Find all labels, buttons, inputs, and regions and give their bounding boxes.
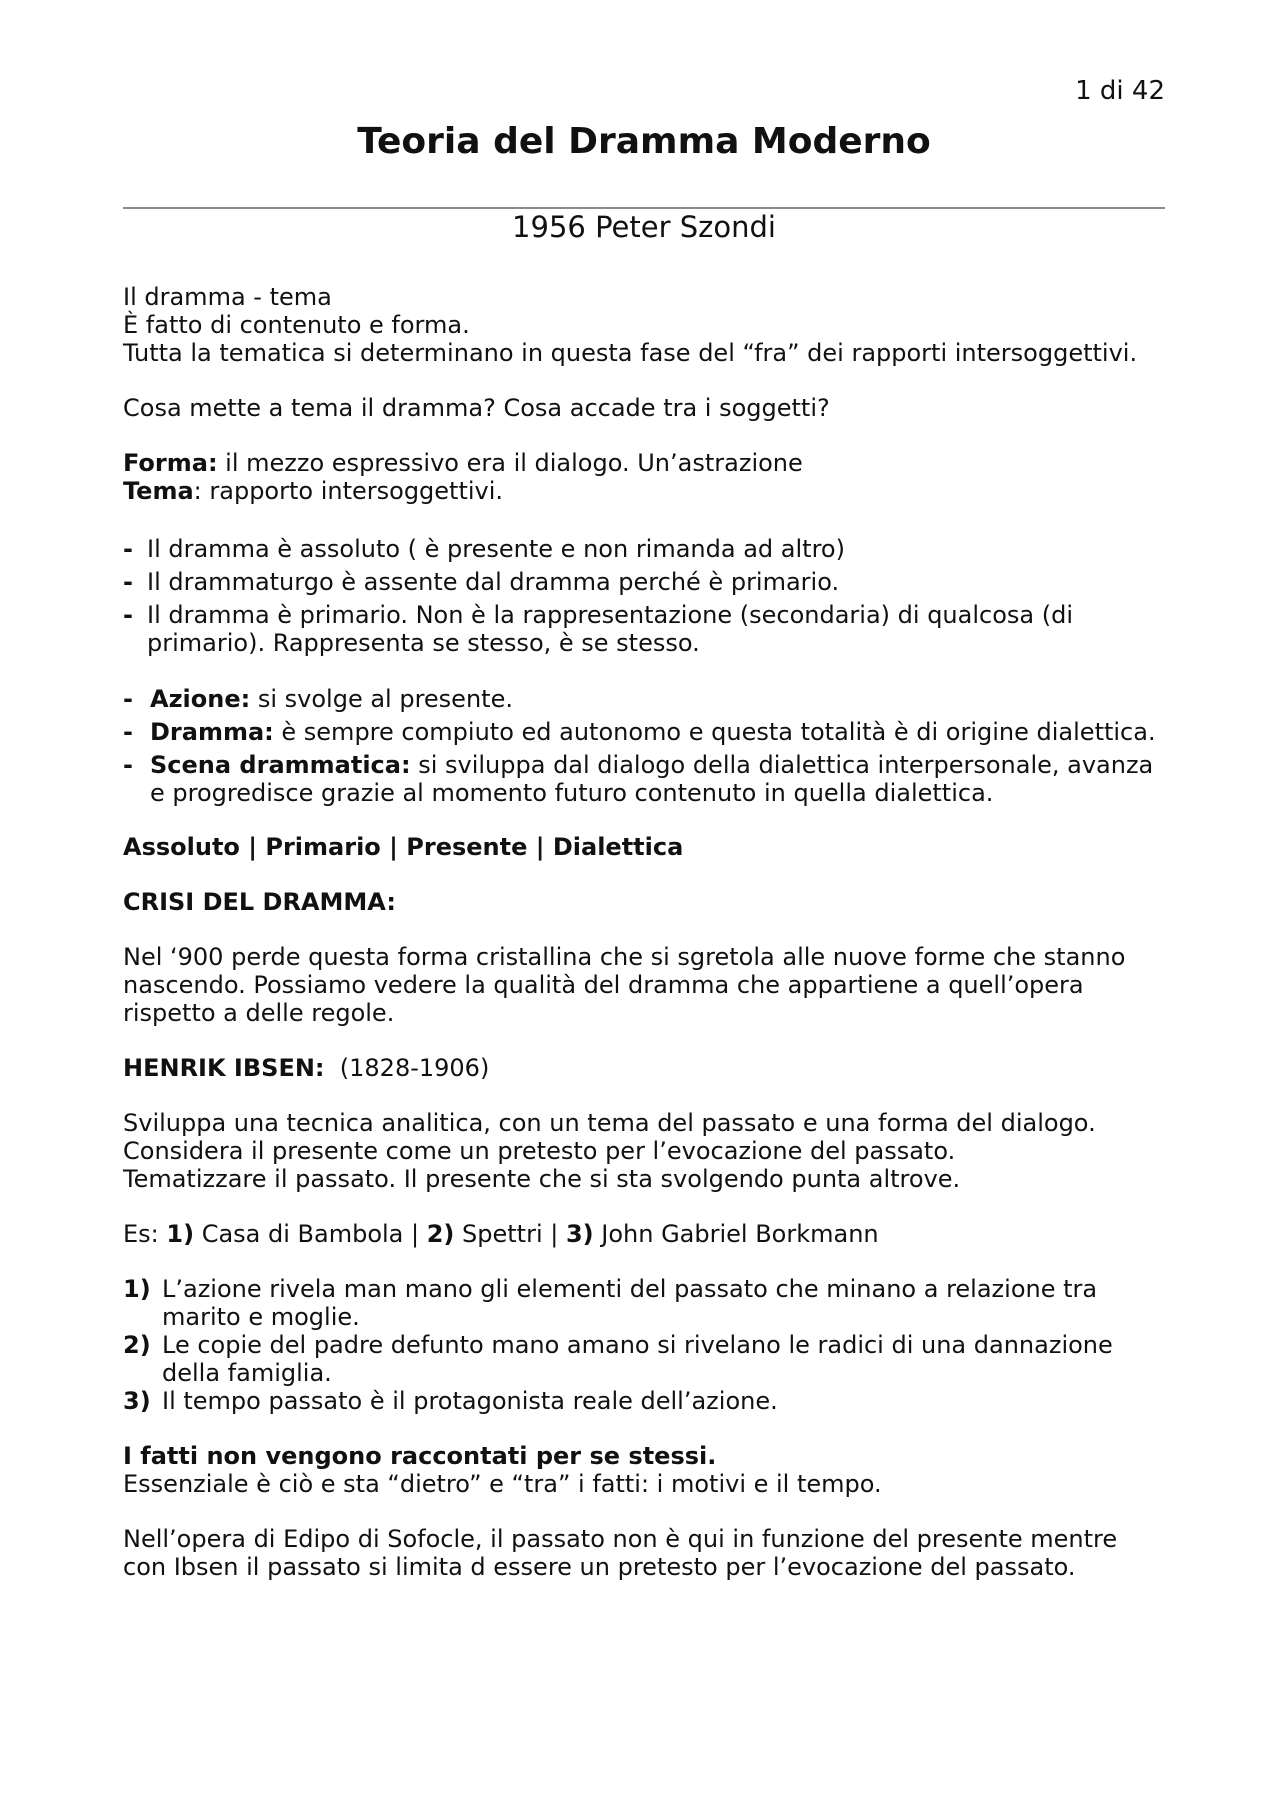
list-item: 1) L’azione rivela man mano gli elementi del passato che minano a relazione tra marito e moglie. [123, 1275, 1098, 1331]
feature-text: si sviluppa dal dialogo della dialettica interpersonale, avanza e progredisce grazie al momento futuro contenuto in quella dialettica. [150, 751, 1154, 807]
dash-bullet: - [123, 535, 133, 563]
list-item [123, 751, 1165, 807]
list-number: 1) [123, 1275, 151, 1303]
definition-text: il mezzo espressivo era il dialogo. Un’astrazione [217, 449, 803, 477]
list-item: - Il dramma è primario. Non è la rappresentazione (secondaria) di qualcosa (di primario). Rappresenta se stesso, è se stesso. [123, 601, 1073, 657]
section-heading: HENRIK IBSEN: (1828-1906) [123, 1054, 490, 1082]
list-item: 3) Il tempo passato è il protagonista reale dell’azione. [123, 1387, 778, 1415]
section-heading: CRISI DEL DRAMMA: [123, 888, 396, 916]
page-number: 1 di 42 [1075, 76, 1165, 106]
document-body [123, 283, 1165, 1581]
dash-bullet: - [123, 568, 133, 596]
list-item: 2) Le copie del padre defunto mano amano si rivelano le radici di una dannazione della famiglia. [123, 1331, 1113, 1387]
list-item [123, 685, 1165, 713]
list-item [123, 718, 1165, 746]
feature-text: si svolge al presente. [250, 685, 513, 713]
ibsen-dates: (1828-1906) [324, 1054, 490, 1082]
dash-bullet: - [123, 751, 133, 779]
list-number: 2) [123, 1331, 151, 1359]
definition-label: Tema [123, 477, 194, 505]
section-heading: I fatti non vengono raccontati per se stessi. [123, 1442, 717, 1470]
feature-text: è sempre compiuto ed autonomo e questa totalità è di origine dialettica. [273, 718, 1156, 746]
feature-label: Scena drammatica: [150, 751, 411, 779]
ibsen-line: Considera il presente come un pretesto per l’evocazione del passato. [123, 1137, 956, 1165]
ibsen-line: Sviluppa una tecnica analitica, con un tema del passato e una forma del dialogo. [123, 1109, 1096, 1137]
points-list [123, 535, 1165, 657]
definition-tema [123, 477, 1165, 505]
list-item: - Il drammaturgo è assente dal dramma perché è primario. [123, 568, 840, 596]
feature-label: Dramma: [150, 718, 274, 746]
closing-paragraph: Nell’opera di Edipo di Sofocle, il passato non è qui in funzione del presente mentre con Ibsen il passato si limita d essere un pretesto per l’evocazione del passato. [123, 1525, 1118, 1581]
definition-text: : rapporto intersoggettivi. [193, 477, 504, 505]
dash-bullet: - [123, 601, 133, 629]
definition-label: Forma: [123, 449, 218, 477]
intro-line: È fatto di contenuto e forma. [123, 311, 470, 339]
crisis-paragraph: Nel ‘900 perde questa forma cristallina che si sgretola alle nuove forme che stanno nascendo. Possiamo vedere la qualità del dramma che appartiene a quell’opera rispetto a delle regole. [123, 943, 1126, 1027]
intro-question: Cosa mette a tema il dramma? Cosa accade tra i soggetti? [123, 394, 830, 422]
ibsen-line: Tematizzare il passato. Il presente che si sta svolgendo punta altrove. [123, 1165, 961, 1193]
list-number: 3) [123, 1387, 151, 1415]
dash-bullet: - [123, 685, 133, 713]
facts-paragraph: Essenziale è ciò e sta “dietro” e “tra” i fatti: i motivi e il tempo. [123, 1470, 882, 1498]
definition-forma [123, 449, 1165, 477]
features-list [123, 685, 1165, 807]
page-subtitle: 1956 Peter Szondi [512, 210, 776, 244]
dash-bullet: - [123, 718, 133, 746]
examples-line: Es: 1) Casa di Bambola | 2) Spettri | 3) John Gabriel Borkmann [123, 1220, 879, 1248]
feature-label: Azione: [150, 685, 251, 713]
intro-line: Il dramma - tema [123, 283, 332, 311]
page-title: Teoria del Dramma Moderno [357, 121, 931, 162]
numbered-list [123, 1275, 1165, 1415]
summary-line: Assoluto | Primario | Presente | Dialettica [123, 833, 684, 861]
intro-line: Tutta la tematica si determinano in questa fase del “fra” dei rapporti intersoggettivi. [123, 339, 1138, 367]
list-item: - Il dramma è assoluto ( è presente e non rimanda ad altro) [123, 535, 845, 563]
